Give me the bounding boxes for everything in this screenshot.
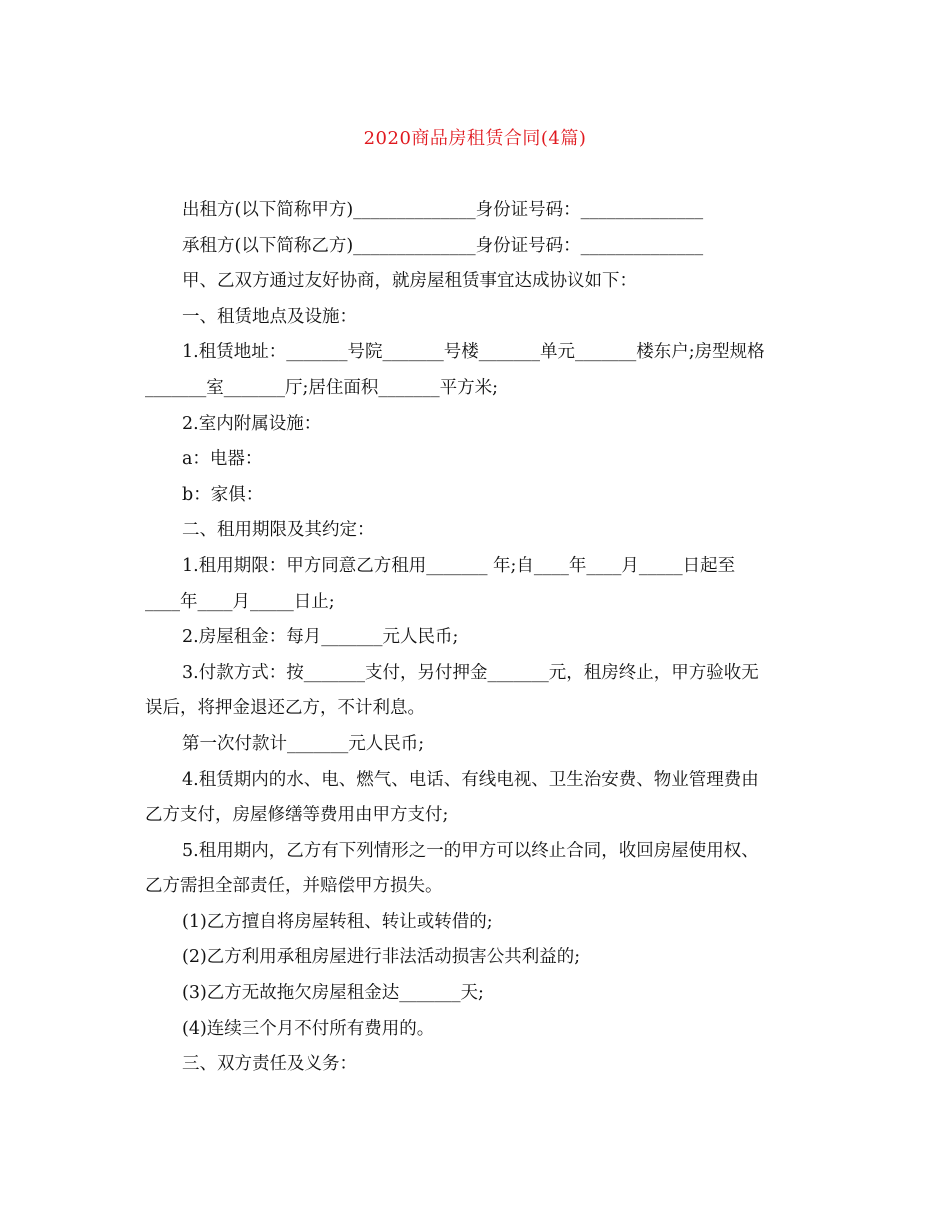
text-line: 第一次付款计_______元人民币; — [182, 733, 425, 754]
text-line: (2)乙方利用承租房屋进行非法活动损害公共利益的; — [182, 947, 581, 968]
text-line: _______室_______厅;居住面积_______平方米; — [145, 377, 499, 398]
text-line: 三、双方责任及义务： — [182, 1054, 357, 1075]
text-line: 出租方(以下简称甲方)______________身份证号码：______________ — [182, 200, 704, 220]
text-line: 1.租用期限：甲方同意乙方租用_______ 年;自____年____月_____日起至 — [182, 555, 736, 576]
text-line: 承租方(以下简称乙方)______________身份证号码：______________ — [182, 235, 704, 256]
text-line: 4.租赁期内的水、电、燃气、电话、有线电视、卫生治安费、物业管理费由 — [182, 769, 759, 790]
text-line: 1.租赁地址：_______号院_______号楼_______单元_______楼东户;房型规格 — [182, 342, 765, 363]
document-title: 2020商品房租赁合同(4篇) — [363, 128, 587, 149]
text-line: 二、租用期限及其约定： — [182, 520, 375, 541]
text-line: a：电器： — [182, 449, 263, 470]
text-line: 一、租赁地点及设施： — [182, 306, 357, 327]
text-line: 乙方需担全部责任，并赔偿甲方损失。 — [145, 876, 443, 897]
text-line: 乙方支付，房屋修缮等费用由甲方支付; — [145, 805, 449, 826]
text-line: 误后，将押金退还乙方，不计利息。 — [145, 698, 425, 719]
text-line: (3)乙方无故拖欠房屋租金达_______天; — [182, 983, 484, 1004]
text-line: 5.租用期内，乙方有下列情形之一的甲方可以终止合同，收回房屋使用权、 — [182, 840, 759, 861]
text-line: 3.付款方式：按_______支付，另付押金_______元，租房终止，甲方验收无 — [182, 662, 759, 683]
document-body — [145, 193, 815, 1083]
text-line: 甲、乙双方通过友好协商，就房屋租赁事宜达成协议如下： — [182, 271, 637, 292]
text-line: (4)连续三个月不付所有费用的。 — [182, 1018, 435, 1039]
text-line: ____年____月_____日止; — [145, 591, 335, 612]
text-line: (1)乙方擅自将房屋转租、转让或转借的; — [182, 911, 493, 932]
text-line: 2.室内附属设施： — [182, 413, 322, 434]
text-line: 2.房屋租金：每月_______元人民币; — [182, 627, 459, 648]
text-line: b：家俱： — [182, 484, 264, 505]
